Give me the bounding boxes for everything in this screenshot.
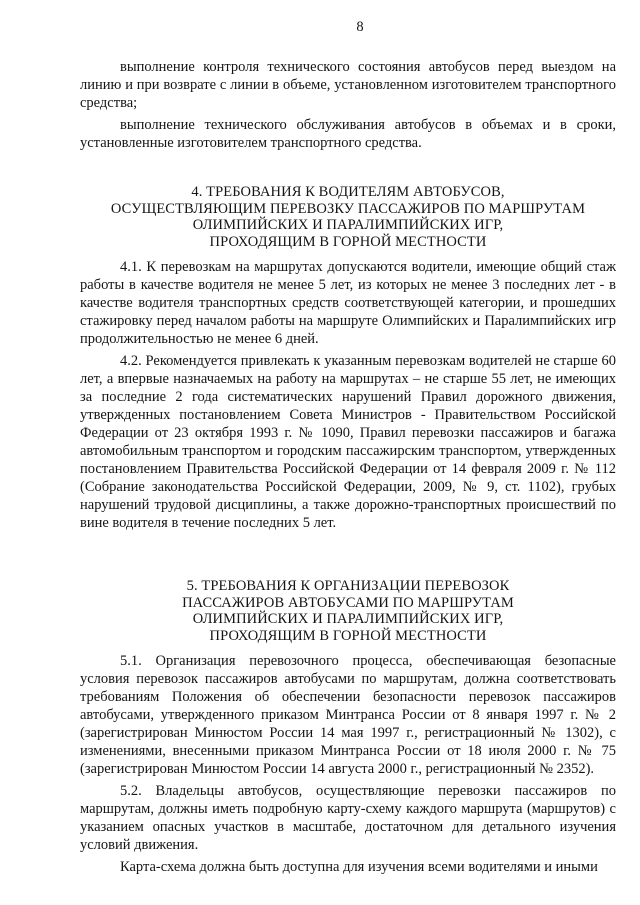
section-4-paragraph-4-2: 4.2. Рекомендуется привлекать к указанным перевозкам водителей не старше 60 лет, а впервые назначаемых на работу на маршрутах – не старше 55 лет, не имеющих за последние 2 года систематических нарушений Правил дорожного движения, утвержденных постановлением Совета Министров - Правительством Российской Федерации от 23 октября 1993 г. № 1090, Правил перевозки пассажиров и багажа автомобильным транспортом и городским пассажирским транспортом, утвержденных постановлением Правительства Российской Федерации от 14 февраля 2009 г. № 112 (Собрание законодательства Российской Федерации, 2009, № 9, ст. 1102), грубых нарушений трудовой дисциплины, а также дорожно-транспортных происшествий по вине водителя в течение последних 5 лет. bbox=[80, 353, 616, 531]
section-5-heading-line-1: 5. ТРЕБОВАНИЯ К ОРГАНИЗАЦИИ ПЕРЕВОЗОК bbox=[186, 578, 510, 594]
section-4-heading-line-4: ПРОХОДЯЩИМ В ГОРНОЙ МЕСТНОСТИ bbox=[209, 233, 487, 250]
section-5-heading-line-3: ОЛИМПИЙСКИХ И ПАРАЛИМПИЙСКИХ ИГР, bbox=[192, 611, 504, 627]
section-5-heading-line-4: ПРОХОДЯЩИМ В ГОРНОЙ МЕСТНОСТИ bbox=[209, 627, 487, 644]
section-4-heading bbox=[80, 184, 616, 250]
section-4-paragraph-4-1: 4.1. К перевозкам на маршрутах допускаются водители, имеющие общий стаж работы в качестве водителя не менее 5 лет, из которых не менее 3 последних лет - в качестве водителя транспортных средств соответствующей категории, и прошедших стажировку перед началом работы на маршруте Олимпийских и Паралимпийских игр продолжительностью не менее 6 дней. bbox=[80, 259, 616, 347]
intro-paragraph-2: выполнение технического обслуживания автобусов в объемах и в сроки, установленные изготовителем транспортного средства. bbox=[80, 117, 616, 151]
page-number: 8 bbox=[356, 19, 364, 35]
section-4-heading-line-3: ОЛИМПИЙСКИХ И ПАРАЛИМПИЙСКИХ ИГР, bbox=[192, 217, 504, 233]
intro-paragraph-1: выполнение контроля технического состояния автобусов перед выездом на линию и при возврате с линии в объеме, установленном изготовителем транспортного средства; bbox=[80, 59, 616, 111]
section-5-paragraph-5-2: 5.2. Владельцы автобусов, осуществляющие перевозки пассажиров по маршрутам, должны иметь подробную карту-схему каждого маршрута (маршрутов) с указанием опасных участков в масштабе, достаточном для детального изучения условий движения. bbox=[80, 783, 616, 853]
section-5-paragraph-continuation: Карта-схема должна быть доступна для изучения всеми водителями и иными bbox=[120, 859, 598, 875]
section-5-heading bbox=[80, 578, 616, 644]
section-4-heading-line-1: 4. ТРЕБОВАНИЯ К ВОДИТЕЛЯМ АВТОБУСОВ, bbox=[191, 184, 505, 200]
section-5-paragraph-5-1: 5.1. Организация перевозочного процесса, обеспечивающая безопасные условия перевозок пассажиров автобусами по маршрутам, должна соответствовать требованиям Положения об обеспечении безопасности перевозок пассажиров автобусами, утвержденного приказом Минтранса России от 8 января 1997 г. № 2 (зарегистрирован Минюстом России 14 мая 1997 г., регистрационный № 1302), с изменениями, внесенными приказом Минтранса России от 18 июля 2000 г. № 75 (зарегистрирован Минюстом России 14 августа 2000 г., регистрационный № 2352). bbox=[80, 653, 616, 777]
section-4-heading-line-2: ОСУЩЕСТВЛЯЮЩИМ ПЕРЕВОЗКУ ПАССАЖИРОВ ПО МАРШРУТАМ bbox=[110, 200, 586, 217]
section-5-heading-line-2: ПАССАЖИРОВ АВТОБУСАМИ ПО МАРШРУТАМ bbox=[182, 594, 514, 611]
